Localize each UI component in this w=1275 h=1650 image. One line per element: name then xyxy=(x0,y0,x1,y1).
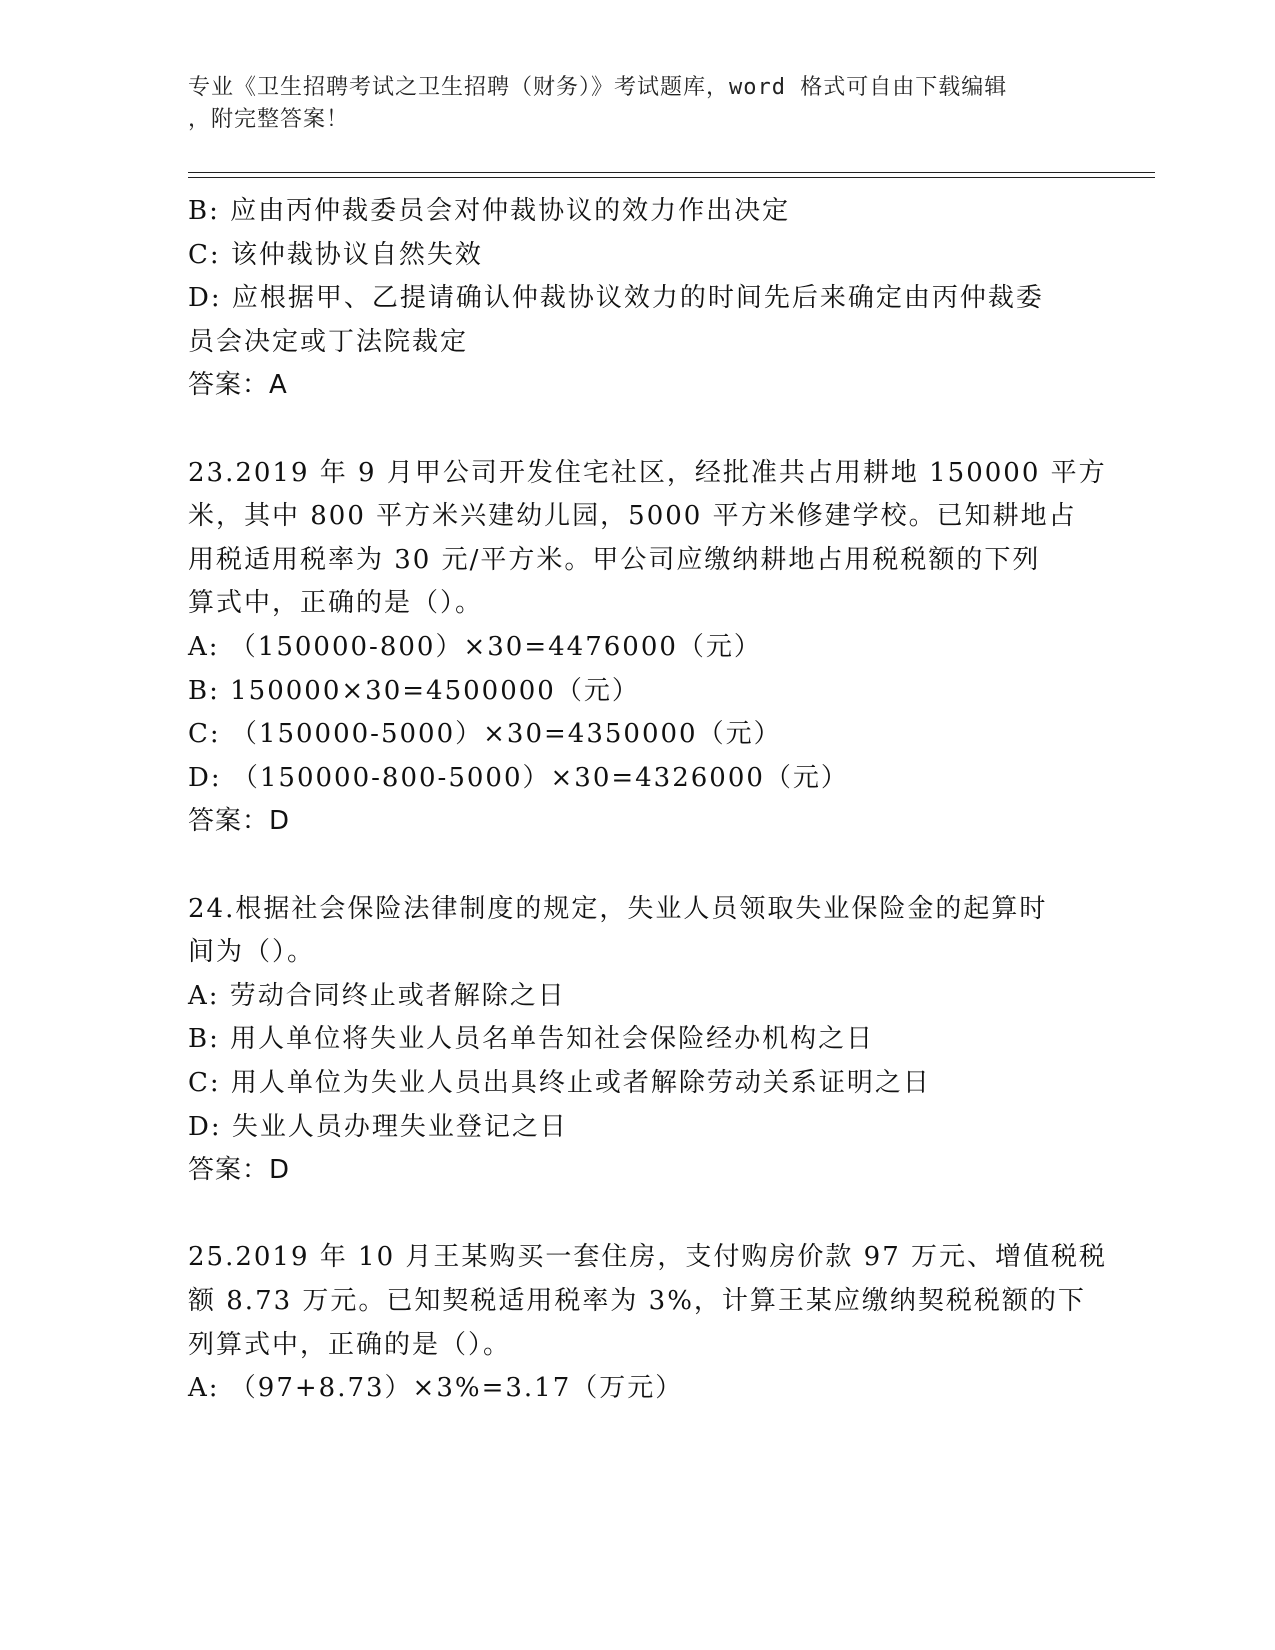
question-line: 列算式中，正确的是（）。 xyxy=(188,1329,512,1360)
question-line: 用税适用税率为 30 元/平方米。甲公司应缴纳耕地占用税税额的下列 xyxy=(188,544,1041,575)
header-rule-top xyxy=(188,172,1155,173)
option-line: D: 失业人员办理失业登记之日 xyxy=(188,1111,568,1142)
question-line: 24.根据社会保险法律制度的规定，失业人员领取失业保险金的起算时 xyxy=(188,893,1048,924)
option-line: B: 应由丙仲裁委员会对仲裁协议的效力作出决定 xyxy=(188,196,791,226)
question-line: 25.2019 年 10 月王某购买一套住房，支付购房价款 97 万元、增值税税 xyxy=(188,1242,1108,1273)
question-line: 算式中，正确的是（）。 xyxy=(188,588,484,619)
option-line: C: 该仲裁协议自然失效 xyxy=(188,239,483,270)
question-line: 23.2019 年 9 月甲公司开发住宅社区，经批准共占用耕地 150000 平方 xyxy=(188,457,1107,488)
option-line: B: 150000×30=4500000（元） xyxy=(188,675,640,706)
header-rule-bottom xyxy=(188,177,1155,178)
option-line: 员会决定或丁法院裁定 xyxy=(188,326,469,357)
option-line: B: 用人单位将失业人员名单告知社会保险经办机构之日 xyxy=(188,1024,875,1055)
option-line: A: （150000-800）×30=4476000（元） xyxy=(188,632,762,662)
answer-line: 答案：D xyxy=(188,1155,291,1186)
option-line: C: 用人单位为失业人员出具终止或者解除劳动关系证明之日 xyxy=(188,1068,931,1098)
question-line: 额 8.73 万元。已知契税适用税率为 3%，计算王某应缴纳契税税额的下 xyxy=(188,1286,1086,1316)
answer-line: 答案：A xyxy=(188,370,288,401)
option-line: D: （150000-800-5000）×30=4326000（元） xyxy=(188,762,849,793)
header-line-2: ，附完整答案！ xyxy=(188,107,350,132)
header-line-1: 专业《卫生招聘考试之卫生招聘（财务）》考试题库，word 格式可自由下载编辑 xyxy=(188,75,1008,100)
option-line: A: （97+8.73）×3%=3.17（万元） xyxy=(188,1373,684,1404)
option-line: A: 劳动合同终止或者解除之日 xyxy=(188,980,566,1011)
option-line: C: （150000-5000）×30=4350000（元） xyxy=(188,719,782,750)
question-line: 间为（）。 xyxy=(188,937,316,968)
option-line: D: 应根据甲、乙提请确认仲裁协议效力的时间先后来确定由丙仲裁委 xyxy=(188,283,1044,314)
answer-line: 答案：D xyxy=(188,806,291,837)
question-line: 米，其中 800 平方米兴建幼儿园，5000 平方米修建学校。已知耕地占 xyxy=(188,501,1077,532)
document-header xyxy=(188,72,1068,136)
